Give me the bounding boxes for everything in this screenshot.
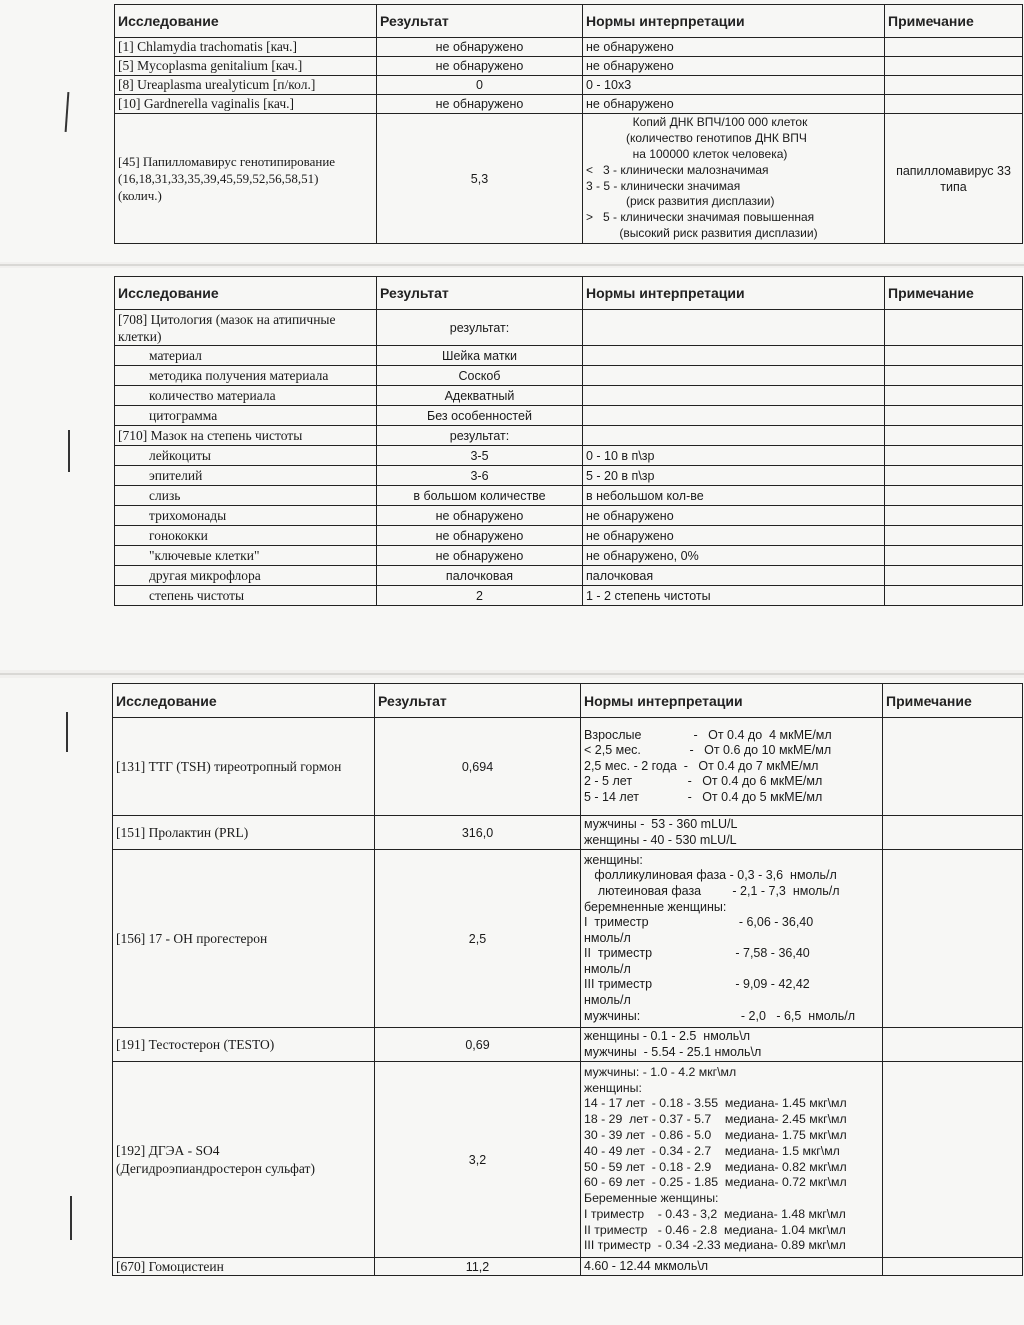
test-note bbox=[883, 1258, 1023, 1276]
table-header-row bbox=[113, 684, 1023, 718]
test-norm: не обнаружено bbox=[583, 526, 885, 546]
test-name: [670] Гомоцистеин bbox=[113, 1258, 375, 1276]
test-norm bbox=[583, 310, 885, 346]
test-norm: не обнаружено bbox=[583, 95, 885, 114]
test-name: степень чистоты bbox=[115, 586, 377, 606]
test-note bbox=[885, 506, 1023, 526]
test-norm bbox=[583, 366, 885, 386]
test-name: материал bbox=[115, 346, 377, 366]
test-norm: Копий ДНК ВПЧ/100 000 клеток (количество генотипов ДНК ВПЧ на 100000 клеток человека) < 3 - клинически малозначимая 3 - 5 - клинически значимая (риск развития дисплазии) > 5 - клинически значимая повышенная (высокий риск развития дисплазии) bbox=[583, 114, 885, 244]
hormones-table bbox=[112, 683, 1023, 1276]
test-name: [151] Пролактин (PRL) bbox=[113, 816, 375, 850]
test-name: [45] Папилломавирус генотипирование (16,18,31,33,35,39,45,59,52,56,58,51) (колич.) bbox=[115, 114, 377, 244]
test-result: результат: bbox=[377, 426, 583, 446]
table-row bbox=[115, 57, 1023, 76]
test-norm: не обнаружено bbox=[583, 38, 885, 57]
test-name: количество материала bbox=[115, 386, 377, 406]
test-result: 3-5 bbox=[377, 446, 583, 466]
test-name: слизь bbox=[115, 486, 377, 506]
test-result: 2,5 bbox=[375, 850, 581, 1028]
test-result: 0,69 bbox=[375, 1028, 581, 1062]
table-row bbox=[113, 1028, 1023, 1062]
test-norm bbox=[583, 346, 885, 366]
header-test: Исследование bbox=[115, 5, 377, 38]
table-row bbox=[115, 406, 1023, 426]
test-note bbox=[885, 38, 1023, 57]
test-result: не обнаружено bbox=[377, 38, 583, 57]
test-norm: не обнаружено bbox=[583, 57, 885, 76]
test-name: эпителий bbox=[115, 466, 377, 486]
test-norm: 5 - 20 в п\зр bbox=[583, 466, 885, 486]
test-result: не обнаружено bbox=[377, 506, 583, 526]
test-norm: 0 - 10x3 bbox=[583, 76, 885, 95]
table-row bbox=[115, 586, 1023, 606]
section-divider bbox=[0, 264, 1024, 266]
test-name: [8] Ureaplasma urealyticum [п/кол.] bbox=[115, 76, 377, 95]
test-note bbox=[885, 466, 1023, 486]
test-result: не обнаружено bbox=[377, 526, 583, 546]
test-name: [156] 17 - ОН прогестерон bbox=[113, 850, 375, 1028]
test-name: [708] Цитология (мазок на атипичные клетки) bbox=[115, 310, 377, 346]
header-test: Исследование bbox=[115, 277, 377, 310]
table-header-row bbox=[115, 5, 1023, 38]
header-note: Примечание bbox=[885, 5, 1023, 38]
test-norm bbox=[583, 426, 885, 446]
test-result: 3-6 bbox=[377, 466, 583, 486]
test-name: [5] Mycoplasma genitalium [кач.] bbox=[115, 57, 377, 76]
header-test: Исследование bbox=[113, 684, 375, 718]
test-norm: мужчины - 53 - 360 mLU/L женщины - 40 - 530 mLU/L bbox=[581, 816, 883, 850]
test-note bbox=[885, 406, 1023, 426]
test-name: трихомонады bbox=[115, 506, 377, 526]
test-result: 5,3 bbox=[377, 114, 583, 244]
margin-mark bbox=[66, 712, 68, 752]
table-row bbox=[113, 816, 1023, 850]
test-norm: в небольшом кол-ве bbox=[583, 486, 885, 506]
test-note: папилломавирус 33 типа bbox=[885, 114, 1023, 244]
test-note bbox=[885, 426, 1023, 446]
header-norms: Нормы интерпретации bbox=[581, 684, 883, 718]
test-note bbox=[885, 486, 1023, 506]
table-row bbox=[115, 426, 1023, 446]
test-name: [10] Gardnerella vaginalis [кач.] bbox=[115, 95, 377, 114]
test-norm: мужчины: - 1.0 - 4.2 мкг\мл женщины: 14 - 17 лет - 0.18 - 3.55 медиана- 1.45 мкг\мл 18 - 29 лет - 0.37 - 5.7 медиана- 2.45 мкг\мл 30 - 39 лет - 0.86 - 5.0 медиана- 1.75 мкг\мл 40 - 49 лет - 0.34 - 2.7 медиана- 1.5 мкг\мл 50 - 59 лет - 0.18 - 2.9 медиана- 0.82 мкг\мл 60 - 69 лет - 0.25 - 1.85 медиана- 0.72 мкг\мл Беременные женщины: I триместр - 0.43 - 3,2 медиана- 1.48 мкг\мл II триместр - 0.46 - 2.8 медиана- 1.04 мкг\мл III триместр - 0.34 -2.33 медиана- 0.89 мкг\мл bbox=[581, 1062, 883, 1258]
test-note bbox=[885, 366, 1023, 386]
test-norm: не обнаружено bbox=[583, 506, 885, 526]
table-row bbox=[115, 446, 1023, 466]
table-row bbox=[113, 1258, 1023, 1276]
table-row bbox=[113, 850, 1023, 1028]
header-norms: Нормы интерпретации bbox=[583, 5, 885, 38]
table-row bbox=[115, 506, 1023, 526]
test-note bbox=[885, 446, 1023, 466]
test-note bbox=[883, 1028, 1023, 1062]
test-result: 0 bbox=[377, 76, 583, 95]
test-note bbox=[883, 718, 1023, 816]
test-note bbox=[885, 566, 1023, 586]
test-result: Адекватный bbox=[377, 386, 583, 406]
test-name: гонококки bbox=[115, 526, 377, 546]
test-note bbox=[885, 526, 1023, 546]
test-norm: Взрослые - От 0.4 до 4 мкМЕ/мл < 2,5 мес. - От 0.6 до 10 мкМЕ/мл 2,5 мес. - 2 года - От 0.4 до 7 мкМЕ/мл 2 - 5 лет - От 0.4 до 6 мкМЕ/мл 5 - 14 лет - От 0.4 до 5 мкМЕ/мл bbox=[581, 718, 883, 816]
test-result: палочковая bbox=[377, 566, 583, 586]
test-note bbox=[885, 386, 1023, 406]
test-name: цитограмма bbox=[115, 406, 377, 426]
header-result: Результат bbox=[377, 277, 583, 310]
test-norm: палочковая bbox=[583, 566, 885, 586]
test-note bbox=[885, 57, 1023, 76]
test-name: [131] ТТГ (TSH) тиреотропный гормон bbox=[113, 718, 375, 816]
test-result: 2 bbox=[377, 586, 583, 606]
test-result: 3,2 bbox=[375, 1062, 581, 1258]
infections-table bbox=[114, 4, 1023, 244]
table-row bbox=[115, 466, 1023, 486]
test-name: другая микрофлора bbox=[115, 566, 377, 586]
table-header-row bbox=[115, 277, 1023, 310]
test-note bbox=[883, 1062, 1023, 1258]
table-row bbox=[115, 486, 1023, 506]
test-result: результат: bbox=[377, 310, 583, 346]
test-name: [191] Тестостерон (TESTO) bbox=[113, 1028, 375, 1062]
test-note bbox=[885, 95, 1023, 114]
table-row bbox=[115, 114, 1023, 244]
test-note bbox=[885, 76, 1023, 95]
table-row bbox=[115, 310, 1023, 346]
header-norms: Нормы интерпретации bbox=[583, 277, 885, 310]
test-name: лейкоциты bbox=[115, 446, 377, 466]
header-note: Примечание bbox=[885, 277, 1023, 310]
test-note bbox=[885, 586, 1023, 606]
test-result: Без особенностей bbox=[377, 406, 583, 426]
test-norm: 1 - 2 степень чистоты bbox=[583, 586, 885, 606]
table-row bbox=[115, 386, 1023, 406]
test-name: [710] Мазок на степень чистоты bbox=[115, 426, 377, 446]
test-result: Шейка матки bbox=[377, 346, 583, 366]
table-row bbox=[115, 346, 1023, 366]
test-name: "ключевые клетки" bbox=[115, 546, 377, 566]
table-row bbox=[115, 566, 1023, 586]
test-norm: не обнаружено, 0% bbox=[583, 546, 885, 566]
table-row bbox=[115, 366, 1023, 386]
test-note bbox=[885, 310, 1023, 346]
test-note bbox=[883, 850, 1023, 1028]
table-row bbox=[113, 718, 1023, 816]
test-norm: 4.60 - 12.44 мкмоль\л bbox=[581, 1258, 883, 1276]
cytology-table bbox=[114, 276, 1023, 606]
test-note bbox=[883, 816, 1023, 850]
test-result: 316,0 bbox=[375, 816, 581, 850]
table-row bbox=[115, 546, 1023, 566]
test-result: не обнаружено bbox=[377, 546, 583, 566]
test-norm bbox=[583, 406, 885, 426]
test-note bbox=[885, 346, 1023, 366]
test-norm: женщины: фолликулиновая фаза - 0,3 - 3,6 нмоль/л лютеиновая фаза - 2,1 - 7,3 нмоль/л беремненные женщины: I триместр - 6,06 - 36,40 нмоль/л II триместр - 7,58 - 36,40 нмоль/л III триместр - 9,09 - 42,42 нмоль/л мужчины: - 2,0 - 6,5 нмоль/л bbox=[581, 850, 883, 1028]
test-norm bbox=[583, 386, 885, 406]
test-name: [1] Chlamydia trachomatis [кач.] bbox=[115, 38, 377, 57]
test-norm: женщины - 0.1 - 2.5 нмоль\л мужчины - 5.54 - 25.1 нмоль\л bbox=[581, 1028, 883, 1062]
table-row bbox=[115, 95, 1023, 114]
test-result: не обнаружено bbox=[377, 95, 583, 114]
test-note bbox=[885, 546, 1023, 566]
test-result: в большом количестве bbox=[377, 486, 583, 506]
test-norm: 0 - 10 в п\зр bbox=[583, 446, 885, 466]
table-row bbox=[115, 76, 1023, 95]
table-row bbox=[115, 38, 1023, 57]
margin-mark bbox=[70, 1196, 72, 1240]
table-row bbox=[113, 1062, 1023, 1258]
header-result: Результат bbox=[377, 5, 583, 38]
test-result: 11,2 bbox=[375, 1258, 581, 1276]
section-divider bbox=[0, 673, 1024, 675]
header-note: Примечание bbox=[883, 684, 1023, 718]
margin-mark bbox=[68, 430, 70, 472]
test-result: не обнаружено bbox=[377, 57, 583, 76]
test-name: [192] ДГЭА - SO4 (Дегидроэпиандростерон сульфат) bbox=[113, 1062, 375, 1258]
test-result: 0,694 bbox=[375, 718, 581, 816]
test-result: Соскоб bbox=[377, 366, 583, 386]
test-name: методика получения материала bbox=[115, 366, 377, 386]
table-row bbox=[115, 526, 1023, 546]
header-result: Результат bbox=[375, 684, 581, 718]
